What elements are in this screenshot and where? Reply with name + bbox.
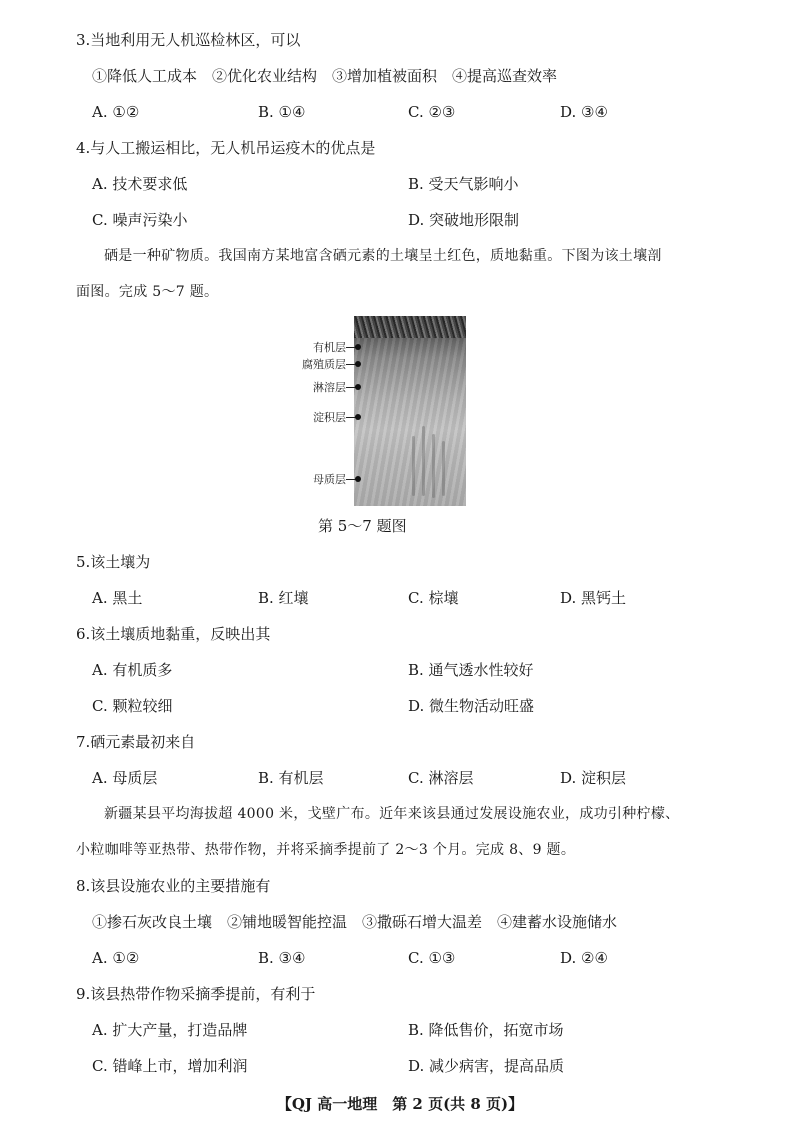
page-footer xyxy=(0,1094,800,1114)
question-7-option-a: A. 母质层 xyxy=(92,769,158,787)
soil-streak xyxy=(422,426,425,496)
question-5-option-b: B. 红壤 xyxy=(258,589,309,607)
question-6-option-c: C. 颗粒较细 xyxy=(92,697,173,715)
question-9-option-b: B. 降低售价，拓宽市场 xyxy=(408,1021,564,1039)
footer-text: 【QJ 高一地理 第 2 页(共 8 页)】 xyxy=(276,1095,524,1113)
question-8-option-b: B. ③④ xyxy=(258,949,306,967)
layer-marker-illuvial xyxy=(296,410,361,424)
figure-caption: 第 5～7 题图 xyxy=(318,517,407,535)
question-8-stem: 8.该县设施农业的主要措施有 xyxy=(76,877,271,895)
question-6-option-a: A. 有机质多 xyxy=(92,661,173,679)
question-5-stem: 5.该土壤为 xyxy=(76,553,151,571)
question-4-stem: 4.与人工搬运相比，无人机吊运疫木的优点是 xyxy=(76,139,376,157)
passage-2-line-2: 小粒咖啡等亚热带、热带作物，并将采摘季提前了 2～3 个月。完成 8、9 题。 xyxy=(76,842,576,858)
question-8-option-c: C. ①③ xyxy=(408,949,456,967)
question-8-option-d: D. ②④ xyxy=(560,949,608,967)
layer-marker-eluvial xyxy=(296,380,361,394)
question-7-option-b: B. 有机层 xyxy=(258,769,324,787)
question-5-option-c: C. 棕壤 xyxy=(408,589,459,607)
layer-label-parent: 母质层 xyxy=(313,473,346,486)
soil-streak xyxy=(442,441,445,496)
question-6-option-b: B. 通气透水性较好 xyxy=(408,661,534,679)
question-9-option-c: C. 错峰上市，增加利润 xyxy=(92,1057,248,1075)
question-3-option-d: D. ③④ xyxy=(560,103,608,121)
question-9-option-a: A. 扩大产量，打造品牌 xyxy=(92,1021,248,1039)
layer-label-organic: 有机层 xyxy=(313,341,346,354)
question-4-option-d: D. 突破地形限制 xyxy=(408,211,520,229)
layer-marker-organic xyxy=(296,340,361,354)
soil-profile-photo xyxy=(354,316,466,506)
passage-2-line-1: 新疆某县平均海拔超 4000 米，戈壁广布。近年来该县通过发展设施农业，成功引种柠檬、 xyxy=(104,806,680,822)
layer-dot xyxy=(355,384,361,390)
question-5-option-a: A. 黑土 xyxy=(92,589,143,607)
question-9-option-d: D. 减少病害，提高品质 xyxy=(408,1057,565,1075)
question-8-option-a: A. ①② xyxy=(92,949,140,967)
question-4-option-a: A. 技术要求低 xyxy=(92,175,188,193)
layer-dot xyxy=(355,476,361,482)
passage-1-line-2: 面图。完成 5～7 题。 xyxy=(76,284,219,300)
layer-dot xyxy=(355,414,361,420)
question-9-stem: 9.该县热带作物采摘季提前，有利于 xyxy=(76,985,316,1003)
layer-label-illuvial: 淀积层 xyxy=(313,411,346,424)
question-4-option-c: C. 噪声污染小 xyxy=(92,211,188,229)
question-6-option-d: D. 微生物活动旺盛 xyxy=(408,697,535,715)
question-3-option-c: C. ②③ xyxy=(408,103,456,121)
question-8-items: ①掺石灰改良土壤 ②铺地暖智能控温 ③撒砾石增大温差 ④建蓄水设施储水 xyxy=(92,913,618,931)
question-3-option-b: B. ①④ xyxy=(258,103,306,121)
surface-vegetation xyxy=(354,316,466,338)
question-7-option-d: D. 淀积层 xyxy=(560,769,627,787)
layer-label-humus: 腐殖质层 xyxy=(302,358,346,371)
question-3-items: ①降低人工成本 ②优化农业结构 ③增加植被面积 ④提高巡查效率 xyxy=(92,67,558,85)
question-7-stem: 7.硒元素最初来自 xyxy=(76,733,196,751)
layer-marker-humus xyxy=(296,357,361,371)
question-7-option-c: C. 淋溶层 xyxy=(408,769,474,787)
passage-1-line-1: 硒是一种矿物质。我国南方某地富含硒元素的土壤呈土红色，质地黏重。下图为该土壤剖 xyxy=(104,248,662,264)
question-6-stem: 6.该土壤质地黏重，反映出其 xyxy=(76,625,271,643)
question-5-option-d: D. 黑钙土 xyxy=(560,589,627,607)
layer-dot xyxy=(355,361,361,367)
layer-dot xyxy=(355,344,361,350)
layer-label-eluvial: 淋溶层 xyxy=(313,381,346,394)
soil-streak xyxy=(412,436,415,496)
question-3-stem: 3.当地利用无人机巡检林区，可以 xyxy=(76,31,301,49)
soil-streak xyxy=(432,434,435,498)
layer-marker-parent xyxy=(296,472,361,486)
soil-profile-figure xyxy=(296,316,468,506)
question-3-option-a: A. ①② xyxy=(92,103,140,121)
question-4-option-b: B. 受天气影响小 xyxy=(408,175,519,193)
